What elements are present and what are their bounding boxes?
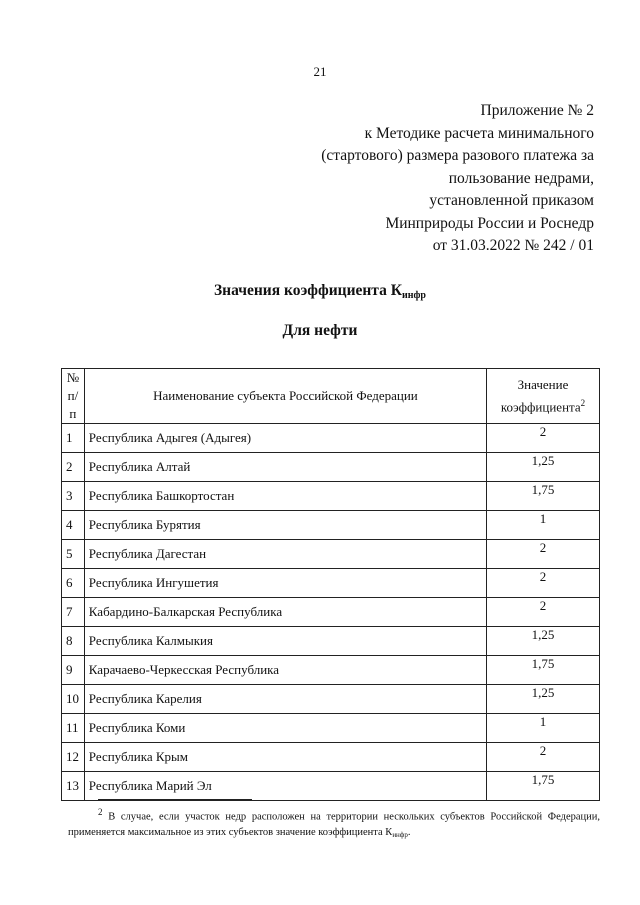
table-row xyxy=(62,714,600,743)
table-row xyxy=(62,656,600,685)
row-value: 2 xyxy=(487,569,600,598)
row-value: 2 xyxy=(487,743,600,772)
appendix-line: Приложение № 2 xyxy=(480,102,594,119)
row-value: 1,75 xyxy=(487,656,600,685)
row-subject-name: Республика Ингушетия xyxy=(84,569,486,598)
table-row xyxy=(62,598,600,627)
footnote-end: . xyxy=(407,826,411,838)
footnote-subscript: инфр xyxy=(392,830,408,839)
row-number: 3 xyxy=(62,482,85,511)
header-number-line2: п/п xyxy=(67,388,79,421)
table-row xyxy=(62,685,600,714)
table-row xyxy=(62,540,600,569)
header-value xyxy=(487,369,600,424)
row-value: 1,25 xyxy=(487,685,600,714)
row-number: 5 xyxy=(62,540,85,569)
row-value: 1,75 xyxy=(487,482,600,511)
row-value: 1 xyxy=(487,511,600,540)
table-row xyxy=(62,453,600,482)
appendix-header xyxy=(234,100,594,258)
row-subject-name: Республика Алтай xyxy=(84,453,486,482)
footnote xyxy=(68,805,600,843)
document-title xyxy=(0,282,640,301)
title-subscript: инфр xyxy=(401,290,426,301)
row-value: 1,25 xyxy=(487,627,600,656)
coefficient-table xyxy=(61,368,600,801)
row-value: 2 xyxy=(487,540,600,569)
header-value-line2: коэффициента xyxy=(500,399,581,415)
table-row xyxy=(62,772,600,801)
header-number-line1: № xyxy=(66,370,80,385)
row-number: 10 xyxy=(62,685,85,714)
appendix-line: от 31.03.2022 № 242 / 01 xyxy=(432,237,594,254)
row-value: 2 xyxy=(487,424,600,453)
appendix-line: Минприроды России и Роснедр xyxy=(385,214,594,232)
row-subject-name: Республика Карелия xyxy=(84,685,486,714)
header-subject-name: Наименование субъекта Российской Федерации xyxy=(84,369,486,424)
row-subject-name: Республика Башкортостан xyxy=(84,482,486,511)
title-text: Значения коэффициента К xyxy=(214,282,402,299)
table-row xyxy=(62,511,600,540)
table-row xyxy=(62,743,600,772)
row-value: 1,25 xyxy=(487,453,600,482)
row-subject-name: Республика Марий Эл xyxy=(84,772,486,801)
row-subject-name: Республика Адыгея (Адыгея) xyxy=(84,424,486,453)
footnote-number: 2 xyxy=(98,807,103,817)
table-row xyxy=(62,424,600,453)
appendix-line: (стартового) размера разового платежа за xyxy=(321,147,594,164)
row-number: 11 xyxy=(62,714,85,743)
document-subtitle: Для нефти xyxy=(282,322,358,339)
row-value: 1 xyxy=(487,714,600,743)
row-subject-name: Республика Калмыкия xyxy=(84,627,486,656)
footnote-text: В случае, если участок недр расположен на территории нескольких субъектов Российской Федерации, применяется максимальное из этих субъектов значение коэффициента К xyxy=(68,811,601,838)
row-number: 12 xyxy=(62,743,85,772)
appendix-line: к Методике расчета минимального xyxy=(364,124,594,142)
row-value: 1,75 xyxy=(487,772,600,801)
row-number: 8 xyxy=(62,627,85,656)
page-number: 21 xyxy=(313,64,327,79)
table-row xyxy=(62,569,600,598)
row-number: 9 xyxy=(62,656,85,685)
appendix-line: пользование недрами, xyxy=(448,169,594,187)
row-subject-name: Карачаево-Черкесская Республика xyxy=(84,656,486,685)
row-value: 2 xyxy=(487,598,600,627)
row-subject-name: Кабардино-Балкарская Республика xyxy=(84,598,486,627)
header-number xyxy=(62,369,85,424)
footnote-mark: 2 xyxy=(580,397,586,408)
header-value-line1: Значение xyxy=(517,376,569,392)
row-number: 2 xyxy=(62,453,85,482)
footnote-divider xyxy=(98,799,252,800)
row-subject-name: Республика Коми xyxy=(84,714,486,743)
row-subject-name: Республика Крым xyxy=(84,743,486,772)
table-row xyxy=(62,627,600,656)
row-subject-name: Республика Дагестан xyxy=(84,540,486,569)
appendix-line: установленной приказом xyxy=(429,192,594,209)
row-number: 4 xyxy=(62,511,85,540)
row-number: 6 xyxy=(62,569,85,598)
table-row xyxy=(62,482,600,511)
row-number: 7 xyxy=(62,598,85,627)
row-number: 13 xyxy=(62,772,85,801)
row-number: 1 xyxy=(62,424,85,453)
table-header-row xyxy=(62,369,600,424)
row-subject-name: Республика Бурятия xyxy=(84,511,486,540)
